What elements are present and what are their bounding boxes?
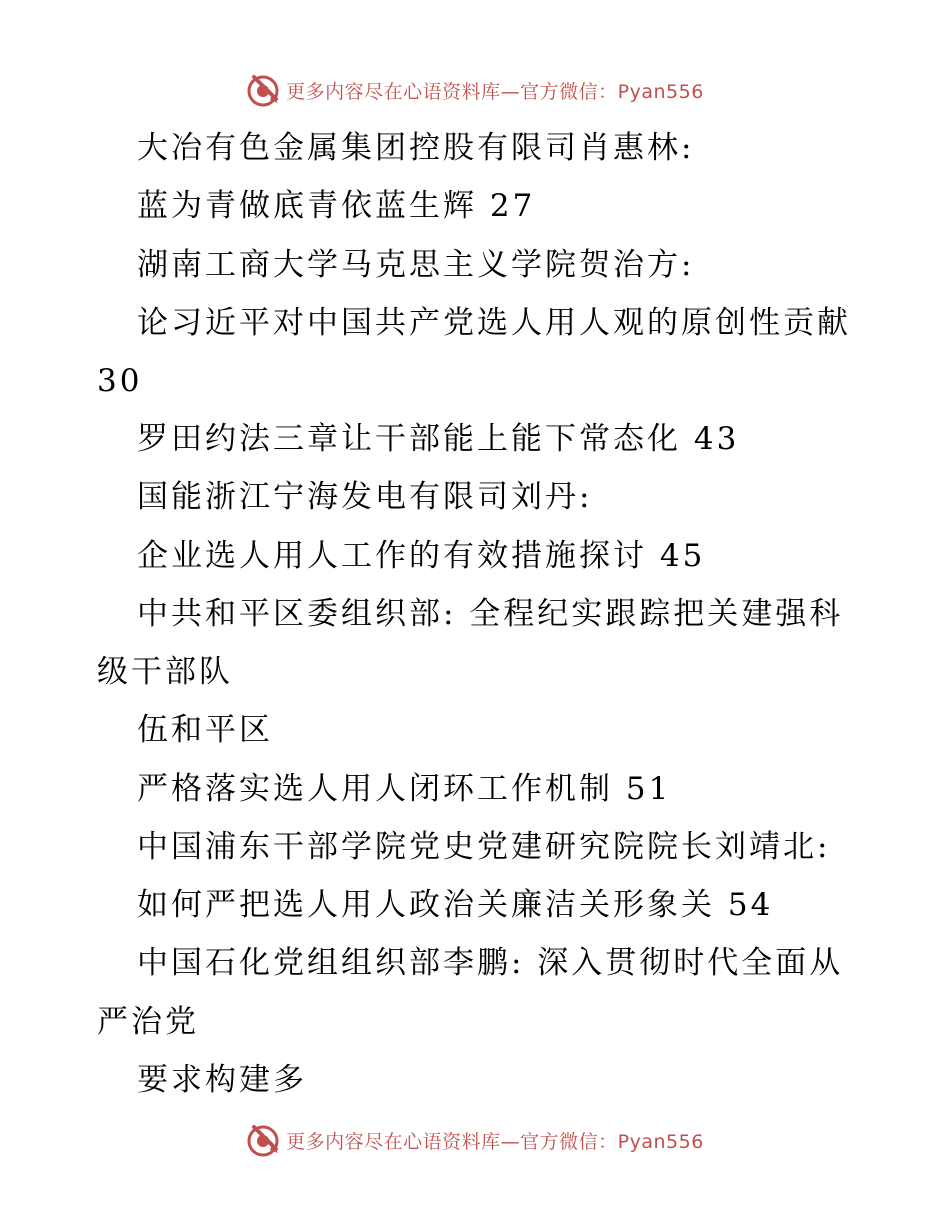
text-line: 严治党 — [97, 1004, 199, 1040]
text-line: 严格落实选人用人闭环工作机制 51 — [137, 771, 672, 807]
footer-watermark — [0, 1120, 950, 1160]
text-line: 中国浦东干部学院党史党建研究院院长刘靖北: — [137, 829, 831, 865]
text-line: 中国石化党组组织部李鹏: 深入贯彻时代全面从 — [137, 945, 844, 981]
text-line: 国能浙江宁海发电有限司刘丹: — [137, 479, 593, 515]
text-line: 级干部队 — [97, 654, 233, 690]
text-line: 论习近平对中国共产党选人用人观的原创性贡献 — [137, 305, 851, 341]
text-line: 罗田约法三章让干部能上能下常态化 43 — [137, 421, 740, 457]
text-line: 蓝为青做底青依蓝生辉 27 — [137, 188, 536, 224]
text-line: 要求构建多 — [137, 1062, 307, 1098]
text-line: 30 — [97, 363, 143, 399]
brand-logo-icon — [246, 1123, 280, 1157]
text-line: 如何严把选人用人政治关廉洁关形象关 54 — [137, 887, 774, 923]
brand-logo-icon — [246, 73, 280, 107]
text-line: 企业选人用人工作的有效措施探讨 45 — [137, 538, 706, 574]
header-watermark — [0, 70, 950, 110]
watermark-text: 更多内容尽在心语资料库—官方微信：Pyan556 — [286, 80, 704, 103]
text-line: 湖南工商大学马克思主义学院贺治方: — [137, 247, 695, 283]
text-line: 大冶有色金属集团控股有限司肖惠林: — [137, 130, 695, 166]
text-line: 伍和平区 — [137, 712, 273, 748]
watermark-text: 更多内容尽在心语资料库—官方微信：Pyan556 — [286, 1130, 704, 1153]
text-line: 中共和平区委组织部: 全程纪实跟踪把关建强科 — [137, 596, 844, 632]
